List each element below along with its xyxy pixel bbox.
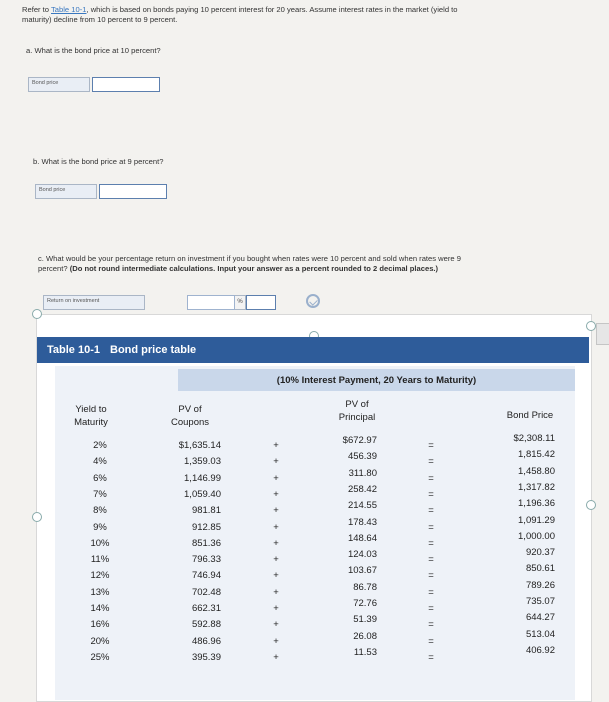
cell-ytm: 9% [93,521,107,533]
header-pv-coupons [155,403,225,429]
header-pv-principal [322,398,392,424]
cell-price: $2,308.11 [513,433,555,444]
cell-eq: = [428,440,434,451]
side-tab[interactable] [596,323,609,345]
header-ytm-2: Maturity [74,417,108,428]
cell-pvc: 662.31 [191,603,221,614]
cell-ytm: 2% [93,440,107,451]
cell-ytm: 14% [90,603,110,614]
part-b-bond-price-input[interactable] [99,184,167,199]
cell-plus: + [273,570,279,582]
cell-eq: = [428,456,434,468]
cell-pvc: 851.36 [191,537,221,549]
header-pvc-2: Coupons [170,417,210,428]
cell-ytm: 6% [93,472,107,484]
cell-ytm: 13% [90,586,110,598]
part-a-label: Bond price [28,77,90,92]
cell-eq: = [428,505,434,517]
cell-pvp: 456.39 [347,451,377,463]
resize-handle-tl[interactable] [32,309,42,319]
resize-handle-right[interactable] [586,500,596,510]
cell-pvp: 214.55 [347,500,377,512]
part-c-field [43,295,276,310]
part-c-instructions: (Do not round intermediate calculations. Input your answer as a percent rounded to 2 decimal places.) [69,264,439,273]
cell-eq: = [428,619,434,631]
cell-plus: + [273,488,279,500]
cell-pvc: 486.96 [191,635,221,647]
part-c-extra [246,295,276,310]
part-c-label: Return on investment [43,295,145,310]
cell-ytm: 10% [90,537,110,549]
cell-ytm: 20% [90,635,110,647]
cell-price: 1,317.82 [518,481,555,493]
percent-unit: % [235,295,246,310]
part-c-text-2: percent? [38,264,68,273]
part-a-bond-price-input[interactable] [92,77,160,92]
table-name: Bond price table [110,344,197,356]
cell-pvp: 72.76 [353,598,377,609]
table-link[interactable]: Table 10-1 [51,5,87,14]
cell-pvp: 103.67 [347,565,377,577]
header-yield-to-maturity [60,403,122,429]
cell-plus: + [273,456,279,468]
cell-price: 1,196.36 [518,498,555,510]
cell-eq: = [428,537,434,549]
part-a-field [28,77,160,92]
header-pvp-2: Principal [338,412,376,423]
cell-plus: + [273,537,279,549]
cell-pvc: 796.33 [191,554,221,566]
cell-price: 1,458.80 [518,465,555,477]
cell-pvp: 311.80 [348,467,377,479]
cell-ytm: 11% [90,554,110,566]
cell-pvp: 148.64 [347,532,377,544]
cell-price: 1,815.42 [518,449,555,461]
cell-eq: = [428,586,434,598]
cell-pvp: 86.78 [353,581,377,593]
cell-eq: = [428,651,434,663]
cell-price: 513.04 [525,628,555,640]
cell-pvp: $672.97 [342,435,377,446]
cell-plus: + [273,586,279,598]
table-super-header: (10% Interest Payment, 20 Years to Maturity) [178,369,575,391]
cell-eq: = [428,554,434,566]
cell-price: 1,091.29 [518,514,555,526]
cell-eq: = [428,521,434,533]
cell-plus: + [273,472,279,484]
cell-pvp: 178.43 [347,516,377,528]
cell-pvp: 124.03 [347,549,377,561]
cell-pvc: 981.81 [191,505,221,517]
header-ytm-1: Yield to [75,404,107,415]
cell-plus: + [273,440,279,451]
part-c-text: c. What would be your percentage return on investment if you bought when rates were 10 percent and sold when rates were 9 [38,254,461,263]
table-number: Table 10-1 [47,344,100,356]
cell-pvc: 746.94 [191,570,221,582]
part-a-question: a. What is the bond price at 10 percent? [26,46,161,55]
check-icon[interactable] [306,294,320,308]
cell-eq: = [428,472,434,484]
cell-price: 735.07 [525,596,555,607]
header-pvp-1: PV of [345,399,369,410]
cell-plus: + [273,603,279,614]
part-b-field [35,184,167,199]
part-b-question: b. What is the bond price at 9 percent? [33,157,164,166]
cell-ytm: 8% [93,505,107,517]
intro-text-line2: maturity) decline from 10 percent to 9 percent. [22,15,178,24]
cell-plus: + [273,554,279,566]
cell-ytm: 4% [93,456,107,468]
part-c-question [38,254,588,274]
cell-ytm: 7% [93,488,107,500]
cell-price: 789.26 [525,579,555,591]
cell-price: 406.92 [525,644,555,656]
cell-plus: + [273,505,279,517]
cell-plus: + [273,635,279,647]
cell-pvp: 26.08 [353,630,377,642]
cell-ytm: 16% [90,619,110,631]
cell-plus: + [273,521,279,533]
table-title-bar [37,337,589,363]
cell-eq: = [428,570,434,582]
cell-price: 850.61 [525,563,555,575]
intro-text: Refer to [22,5,50,14]
cell-pvc: 1,359.03 [184,456,221,468]
cell-ytm: 12% [90,570,110,582]
cell-price: 1,000.00 [518,530,555,542]
cell-pvc: 592.88 [191,619,221,631]
cell-eq: = [428,488,434,500]
header-bond-price: Bond Price [506,410,554,421]
cell-pvc: 912.85 [191,521,221,533]
cell-eq: = [428,603,434,614]
header-pvc-1: PV of [178,404,202,415]
cell-pvc: 395.39 [191,651,221,663]
cell-pvc: 702.48 [191,586,221,598]
intro-text-cont: , which is based on bonds paying 10 percent interest for 20 years. Assume interest rates in the market (yield to [86,5,458,14]
cell-price: 644.27 [525,612,555,624]
cell-pvc: $1,635.14 [178,440,221,451]
cell-eq: = [428,635,434,647]
cell-price: 920.37 [525,547,555,559]
cell-pvc: 1,146.99 [184,472,221,484]
cell-plus: + [273,651,279,663]
cell-pvc: 1,059.40 [184,488,221,500]
cell-plus: + [273,619,279,631]
resize-handle-left[interactable] [32,512,42,522]
part-b-label: Bond price [35,184,97,199]
cell-pvp: 258.42 [347,483,377,495]
part-c-return-input[interactable] [187,295,235,310]
question-intro [22,5,592,25]
resize-handle-tr[interactable] [586,321,596,331]
cell-pvp: 51.39 [353,614,377,626]
cell-ytm: 25% [90,651,110,663]
cell-pvp: 11.53 [353,646,377,658]
